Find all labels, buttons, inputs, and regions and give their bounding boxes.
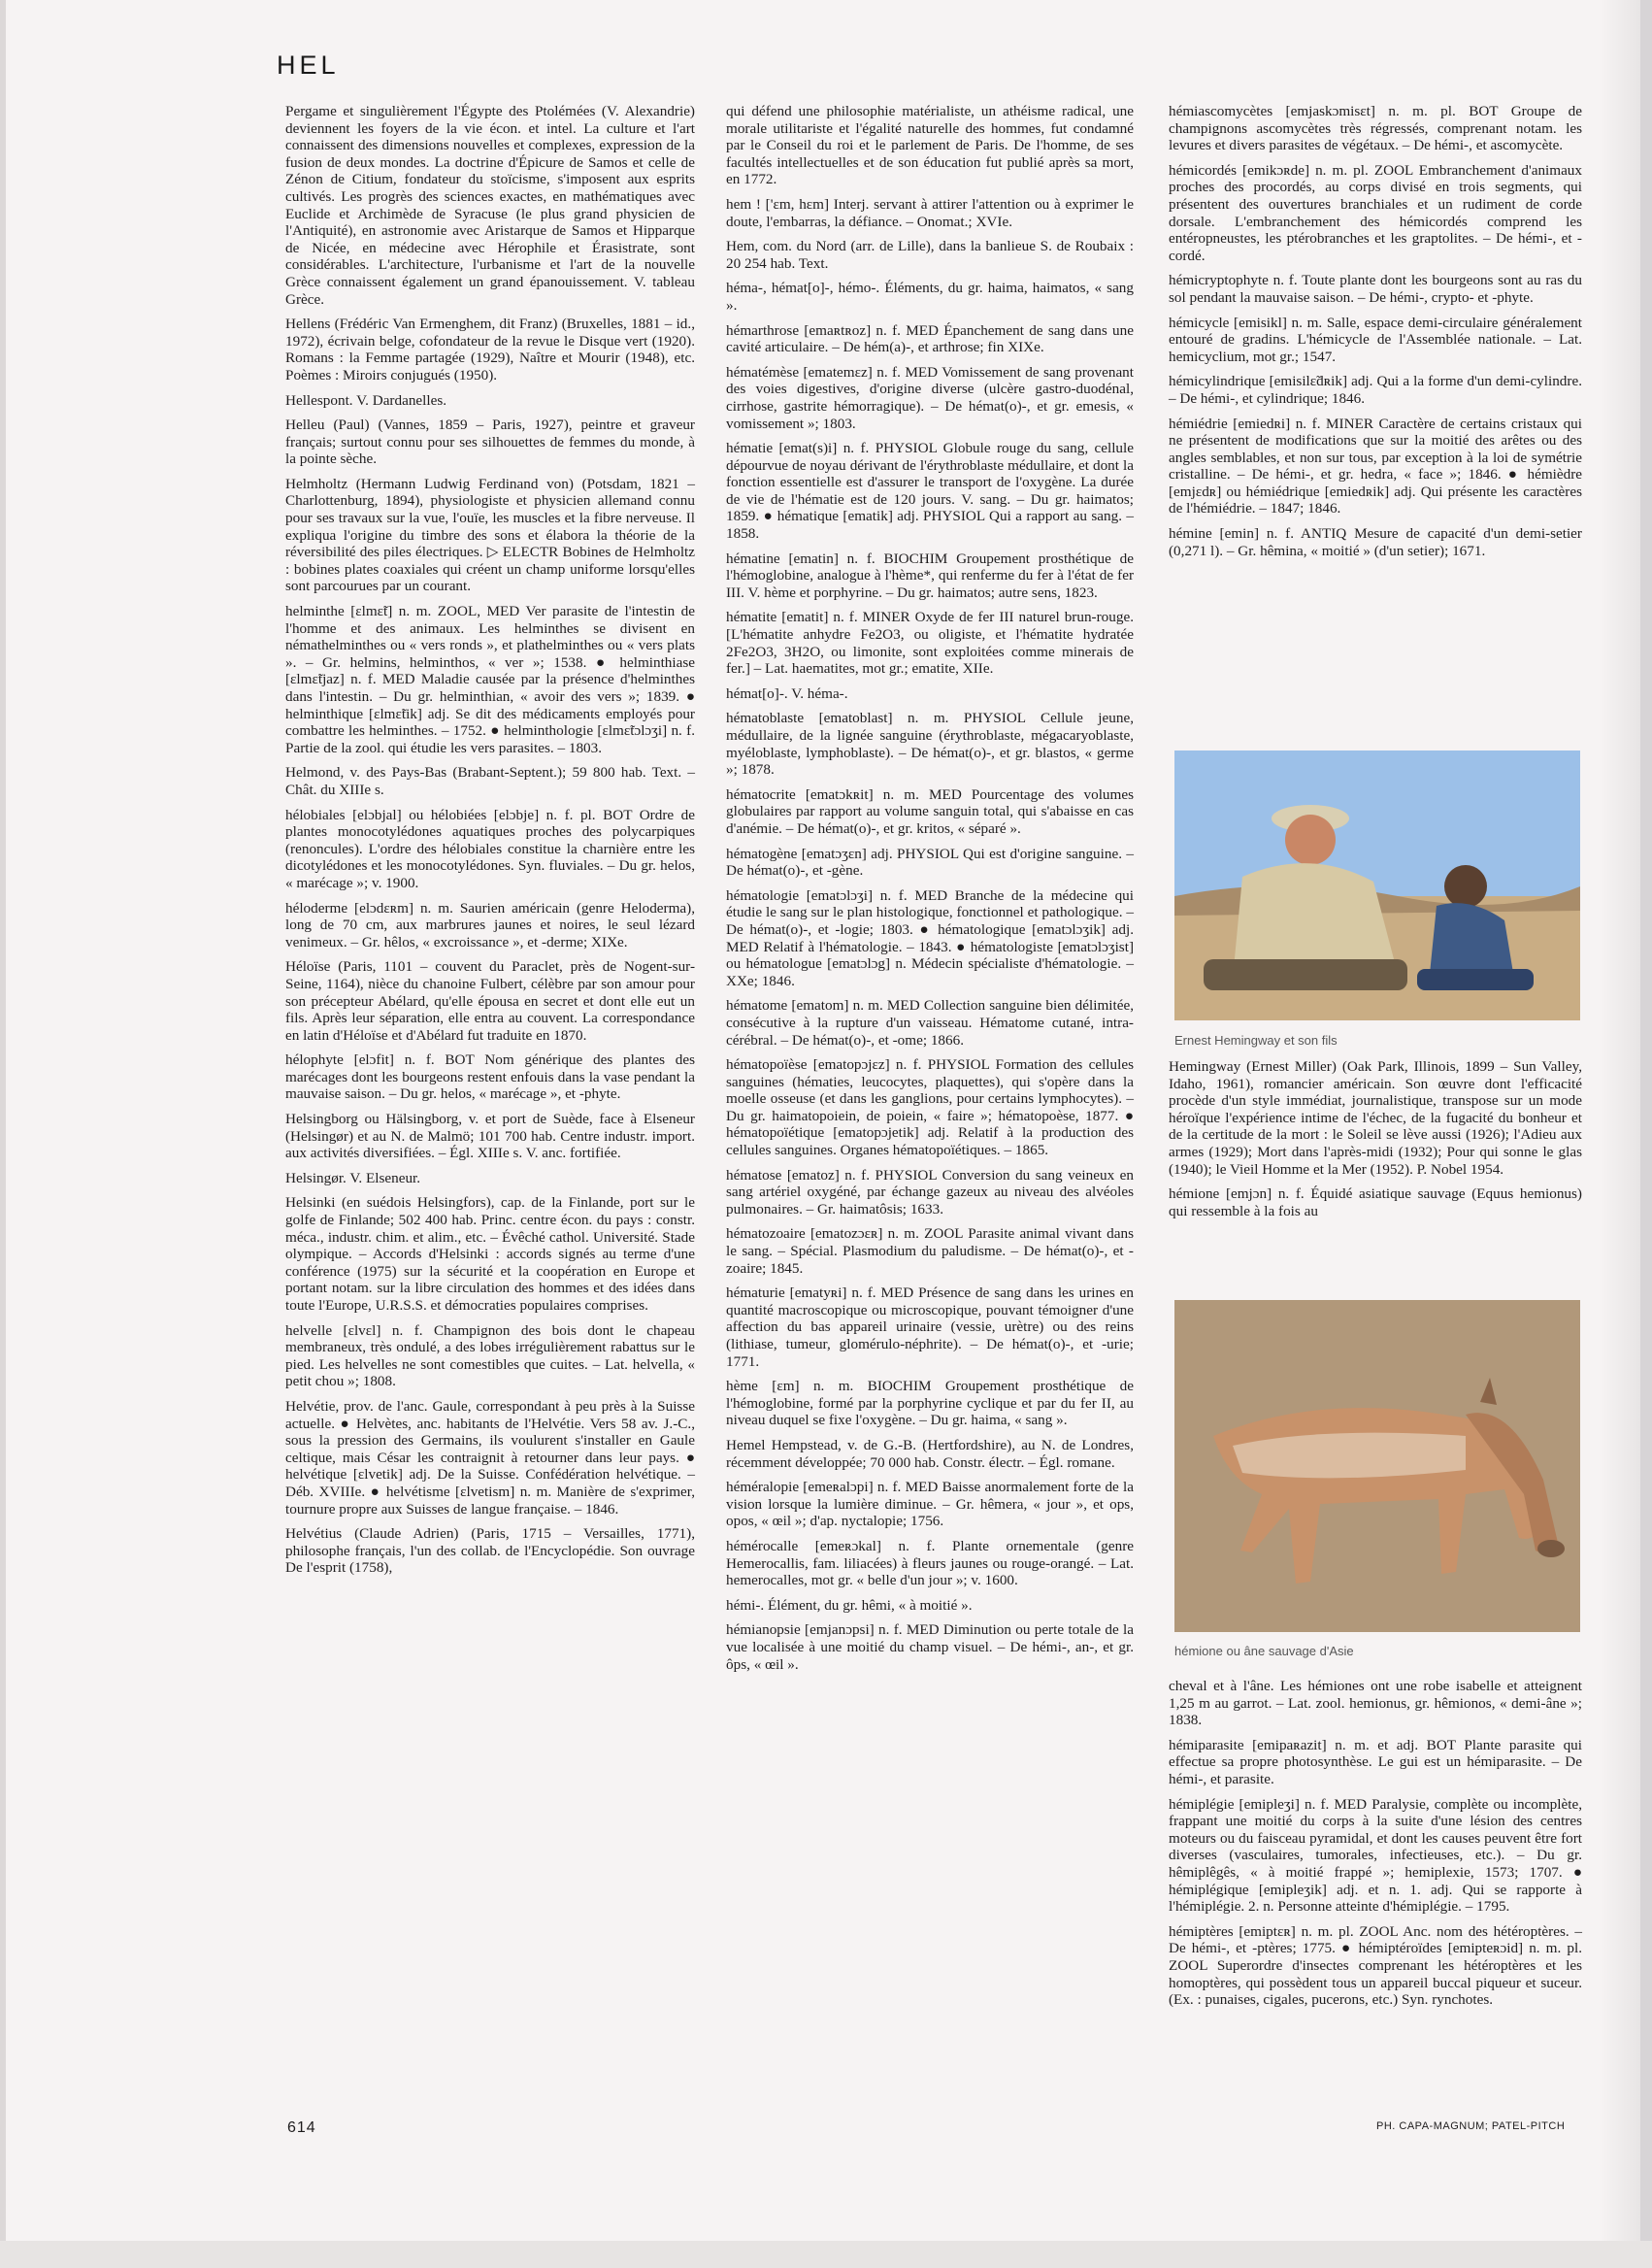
entry: héma-, hémat[o]-, hémo-. Éléments, du gr. haima, haimatos, « sang ». bbox=[726, 280, 1134, 314]
page-edge-right bbox=[1640, 0, 1652, 2268]
column-3-bottom bbox=[1169, 1678, 1582, 2017]
photo-credit: PH. CAPA-MAGNUM; PATEL-PITCH bbox=[1376, 2120, 1566, 2132]
entry: hémicycle [emisikl] n. m. Salle, espace demi-circulaire généralement entouré de gradins. L'hémicycle de l'Assemblée nationale. – Lat. hemicyclium, mot gr.; 1547. bbox=[1169, 314, 1582, 365]
entry: hémérocalle [emeʀɔkal] n. f. Plante ornementale (genre Hemerocallis, fam. liliacées) à fleurs jaunes ou rouge-orangé. – Lat. hemerocalles, mot gr. « belle d'un jour »; v. 1600. bbox=[726, 1537, 1134, 1589]
entry: hémat[o]-. V. héma-. bbox=[726, 684, 848, 702]
entry: hématite [ematit] n. f. MINER Oxyde de fer III naturel brun-rouge. [L'hématite anhydre Fe2O3, ou oligiste, et l'hématite hydratée 2Fe2O3, 3H2O, ou limonite, sont exploitées comme minerais de fer.] – Lat. haematites, mot gr.; ematite, XIIe. bbox=[726, 609, 1134, 678]
entry: Helmond, v. des Pays-Bas (Brabant-Septent.); 59 800 hab. Text. – Chât. du XIIIe s. bbox=[285, 764, 695, 798]
entry: Helvétius (Claude Adrien) (Paris, 1715 – Versailles, 1771), philosophe français, l'un des collab. de l'Encyclopédie. Son ouvrage De l'esprit (1758), bbox=[285, 1525, 695, 1577]
entry: hématogène [ematɔʒɛn] adj. PHYSIOL Qui est d'origine sanguine. – De hémat(o)-, et -gène. bbox=[726, 845, 1134, 880]
entry: hématozoaire [ematozɔɛʀ] n. m. ZOOL Parasite animal vivant dans le sang. – Spécial. Plasmodium du paludisme. – De hémat(o)-, et -zoaire; 1845. bbox=[726, 1225, 1134, 1277]
entry: hématoblaste [ematoblast] n. m. PHYSIOL Cellule jeune, médullaire, de la lignée sanguine (érythroblaste, mégacaryoblaste, myéloblaste, lymphoblaste). – De hémat(o)-, et gr. blastos, « germe »; 1878. bbox=[726, 710, 1134, 779]
entry: cheval et à l'âne. Les hémiones ont une robe isabelle et atteignent 1,25 m au garrot. – Lat. zool. hemionus, gr. hêmionos, « demi-âne »; 1838. bbox=[1169, 1678, 1582, 1729]
entry: helminthe [ɛlmɛ̃t] n. m. ZOOL, MED Ver parasite de l'intestin de l'homme et des animaux. Les helminthes se divisent en némathelminthes ou « vers ronds », et plathelminthes ou « vers plats ». – Gr. helmins, helminthos, « ver »; 1538. ● helminthiase [ɛlmɛ̃tjaz] n. f. MED Maladie causée par la présence d'helminthes dans l'intestin. – Du gr. helminthian, « avoir des vers »; 1839. ● helminthique [ɛlmɛ̃tik] adj. Se dit des médicaments employés pour combattre les helminthes. – 1752. ● helminthologie [ɛlmɛ̃tɔlɔʒi] n. f. Partie de la zool. qui étudie les vers parasites. – 1803. bbox=[285, 603, 695, 756]
entry: Hem, com. du Nord (arr. de Lille), dans la banlieue S. de Roubaix : 20 254 hab. Text. bbox=[726, 238, 1134, 272]
entry: hémiédrie [emiedʀi] n. f. MINER Caractère de certains cristaux qui ne présentent de modifications que sur la moitié des arêtes ou des angles semblables, et non sur tous, par exception à la loi de symétrie cristalline. – De hémi-, et gr. hedra, « face »; 1846. ● hémièdre [emjɛdʀ] ou hémiédrique [emiedʀik] adj. Qui présente les caractères de l'hémiédrie. – 1847; 1846. bbox=[1169, 415, 1582, 517]
hemingway-photo bbox=[1174, 750, 1580, 1020]
column-2 bbox=[726, 103, 1134, 1681]
hemione-photo-illustration bbox=[1174, 1300, 1580, 1632]
photo-caption: Ernest Hemingway et son fils bbox=[1174, 1033, 1338, 1048]
entry: qui défend une philosophie matérialiste, un athéisme radical, une morale utilitariste et l'égalité naturelle des hommes, fut condamné par le Conseil du roi et le parlement de Paris. De l'homme, de ses facultés intellectuelles et de son éducation fut publié après sa mort, en 1772. bbox=[726, 103, 1134, 188]
entry: Helsingborg ou Hälsingborg, v. et port de Suède, face à Elseneur (Helsingør) et au N. de Malmö; 101 700 hab. Centre industr. import. aux activités diversifiées. – Égl. XIIIe s. V. anc. fortifiée. bbox=[285, 1111, 695, 1162]
entry: hématopoïèse [ematopɔjɛz] n. f. PHYSIOL Formation des cellules sanguines (hématies, leucocytes, plaquettes), qui s'opère dans la moelle osseuse (et dans les ganglions, pour certains lymphocytes). – Du gr. haimatopoiein, de poiein, « faire »; hématopoèse, 1877. ● hématopoïétique [ematopɔjetik] adj. Relatif à la production des cellules sanguines. Organes hématopoïétiques. – 1865. bbox=[726, 1056, 1134, 1159]
page-shadow bbox=[1600, 0, 1640, 2268]
entry: hémiptères [emiptɛʀ] n. m. pl. ZOOL Anc. nom des hétéroptères. – De hémi-, et -ptères; 1775. ● hémiptéroïdes [emipteʀɔid] n. m. pl. ZOOL Superordre d'insectes comprenant les hétéroptères et les homoptères, qui possèdent tous un appareil buccal piqueur et suceur. (Ex. : punaises, cigales, pucerons, etc.) Syn. rynchotes. bbox=[1169, 1922, 1582, 2009]
entry: hématurie [ematyʀi] n. f. MED Présence de sang dans les urines en quantité macroscopique ou microscopique, pouvant témoigner d'une affection du bas appareil urinaire (vessie, urètre) ou des reins (lithiase, tumeur, glomérulo-néphrite). – De hémat(o)-, et -urie; 1771. bbox=[726, 1284, 1134, 1370]
entry: hématose [ematoz] n. f. PHYSIOL Conversion du sang veineux en sang artériel oxygéné, par échange gazeux au niveau des alvéoles pulmonaires. – Gr. haimatôsis; 1633. bbox=[726, 1166, 1134, 1217]
entry: hématémèse [ematemɛz] n. f. MED Vomissement de sang provenant des voies digestives, d'origine diverse (ulcère gastro-duodénal, cirrhose, gastrite hémorragique). – De hémat(o)-, et gr. emesis, « vomissement »; 1803. bbox=[726, 363, 1134, 432]
entry: hélophyte [elɔfit] n. f. BOT Nom générique des plantes des marécages dont les bourgeons restent enfouis dans la vase pendant la mauvaise saison. – Du gr. helos, « marécage », et -phyte. bbox=[285, 1051, 695, 1103]
entry: hémicordés [emikɔʀde] n. m. pl. ZOOL Embranchement d'animaux proches des procordés, au corps divisé en trois segments, qui présentent des ouvertures branchiales et un rudiment de corde dorsale. L'embranchement des hémicordés comprend les entéropneustes, les ptérobranches et les graptolites. – De hémi-, et -cordé. bbox=[1169, 161, 1582, 264]
entry: Helmholtz (Hermann Ludwig Ferdinand von) (Potsdam, 1821 – Charlottenburg, 1894), physiologiste et physicien allemand connu pour ses travaux sur la vue, l'ouïe, les muscles et la fibre nerveuse. Il expliqua l'origine du timbre des sons et élabora la théorie de la réversibilité des piles électriques. ▷ ELECTR Bobines de Helmholtz : bobines plates coaxiales qui créent un champ uniforme lorsqu'elles sont parcourues par un courant. bbox=[285, 475, 695, 595]
entry: hématine [ematin] n. f. BIOCHIM Groupement prosthétique de l'hémoglobine, analogue à l'hème*, qui renferme du fer à l'état de fer III. V. hème et porphyrine. – Du gr. haimatos; autre sens, 1823. bbox=[726, 550, 1134, 601]
entry: Helsinki (en suédois Helsingfors), cap. de la Finlande, port sur le golfe de Finlande; 502 400 hab. Princ. centre écon. du pays : constr. méca., industr. chim. et alim., etc. – Évêché cathol. Université. Stade olympique. – Accords d'Helsinki : accords signés au terme d'une conférence (1975) sur la sécurité et la coopération en Europe et portant notam. sur la libre circulation des hommes et des idées dans toute l'Europe, U.R.S.S. et démocraties populaires comprises. bbox=[285, 1194, 695, 1314]
entry: hème [ɛm] n. m. BIOCHIM Groupement prosthétique de l'hémoglobine, formé par la porphyrine cyclique et par du fer II, au niveau duquel se fixe l'oxygène. – Du gr. haima, « sang ». bbox=[726, 1378, 1134, 1429]
entry: hémi-. Élément, du gr. hêmi, « à moitié ». bbox=[726, 1596, 973, 1614]
entry: hémione [emjɔn] n. f. Équidé asiatique sauvage (Equus hemionus) qui ressemble à la fois au bbox=[1169, 1185, 1582, 1219]
entry: hémianopsie [emjanɔpsi] n. f. MED Diminution ou perte totale de la vue localisée à une moitié du champ visuel. – De hémi-, an-, et gr. ôps, « œil ». bbox=[726, 1621, 1134, 1673]
entry: Helleu (Paul) (Vannes, 1859 – Paris, 1927), peintre et graveur français; surtout connu pour ses silhouettes de femmes du monde, à la pointe sèche. bbox=[285, 417, 695, 468]
entry: Helsingør. V. Elseneur. bbox=[285, 1169, 421, 1186]
entry: hématie [emat(s)i] n. f. PHYSIOL Globule rouge du sang, cellule dépourvue de noyau dérivant de l'érythroblaste médullaire, et dont la fonction essentielle est d'assurer le transport de l'oxygène. La durée de vie de l'hématie est de 120 jours. V. sang. – Du gr. haimatos; 1859. ● hématique [ematik] adj. PHYSIOL Qui a rapport au sang. – 1858. bbox=[726, 440, 1134, 543]
entry: hémiplégie [emipleʒi] n. f. MED Paralysie, complète ou incomplète, frappant une moitié du corps à la suite d'une lésion des centres moteurs ou du faisceau pyramidal, et dont les causes peuvent être fort diverses (vasculaires, tumorales, infectieuses, etc.). – Du gr. hêmiplêgês, « à moitié frappé »; hemiplexie, 1573; 1707. ● hémiplégique [emipleʒik] adj. et n. 1. adj. Qui se rapporte à l'hémiplégie. 2. n. Personne atteinte d'hémiplégie. – 1795. bbox=[1169, 1795, 1582, 1916]
entry: helvelle [ɛlvɛl] n. f. Champignon des bois dont le chapeau membraneux, très ondulé, a des lobes irrégulièrement rabattus sur le pied. Les helvelles ne sont comestibles que cuites. – Lat. helvella, « petit chou »; 1808. bbox=[285, 1321, 695, 1390]
photo-caption: hémione ou âne sauvage d'Asie bbox=[1174, 1644, 1354, 1658]
entry: hémicryptophyte n. f. Toute plante dont les bourgeons sont au ras du sol pendant la mauvaise saison. – De hémi-, crypto- et -phyte. bbox=[1169, 272, 1582, 306]
column-1 bbox=[285, 103, 695, 1584]
entry: hélobiales [elɔbjal] ou hélobiées [elɔbje] n. f. pl. BOT Ordre de plantes monocotylédones aquatiques proches des polycarpiques (renoncules). L'ordre des hélobiales constitue la charnière entre les dicotylédones et les monocotylédones. Syn. fluviales. – Du gr. helos, « marécage »; v. 1900. bbox=[285, 806, 695, 891]
entry: Hemel Hempstead, v. de G.-B. (Hertfordshire), au N. de Londres, récemment développée; 70 000 hab. Constr. électr. – Égl. romane. bbox=[726, 1436, 1134, 1471]
entry: Hellens (Frédéric Van Ermenghem, dit Franz) (Bruxelles, 1881 – id., 1972), écrivain belge, cofondateur de la revue le Disque vert (1920). Romans : la Femme partagée (1929), Naître et Mourir (1948), etc. Poèmes : Miroirs conjugués (1950). bbox=[285, 316, 695, 384]
entry: hémine [emin] n. f. ANTIQ Mesure de capacité d'un demi-setier (0,271 l). – Gr. hêmina, « moitié » (d'un setier); 1671. bbox=[1169, 525, 1582, 559]
hemingway-photo-illustration bbox=[1174, 750, 1580, 1020]
entry: hem ! ['ɛm, hɛm] Interj. servant à attirer l'attention ou à exprimer le doute, l'embarras, la défiance. – Onomat.; XVIe. bbox=[726, 195, 1134, 230]
column-3-middle bbox=[1169, 1058, 1582, 1227]
entry: hémiascomycètes [emjaskɔmisɛt] n. m. pl. BOT Groupe de champignons ascomycètes très régressés, comprenant notam. les levures et divers parasites de végétaux. – De hémi-, et ascomycète. bbox=[1169, 103, 1582, 154]
page-edge-bottom bbox=[0, 2241, 1652, 2268]
entry: Hemingway (Ernest Miller) (Oak Park, Illinois, 1899 – Sun Valley, Idaho, 1961), romancier américain. Son œuvre dont l'efficacité procède d'un style immédiat, journalistique, transpose sur un mode héroïque l'expérience intime de l'échec, de la fugacité du bonheur et de la certitude de la mort : le Soleil se lève aussi (1926); l'Adieu aux armes (1929); Mort dans l'après-midi (1932); Pour qui sonne le glas (1940); le Vieil Homme et la Mer (1952). P. Nobel 1954. bbox=[1169, 1058, 1582, 1178]
hemione-photo bbox=[1174, 1300, 1580, 1632]
entry: Helvétie, prov. de l'anc. Gaule, correspondant à peu près à la Suisse actuelle. ● Helvètes, anc. habitants de l'Helvétie. Vers 58 av. J.-C., sous la pression des Germains, ils voulurent s'installer en Gaule celtique, mais César les contraignit à retourner dans leur pays. ● helvétique [ɛlvetik] adj. De la Suisse. Confédération helvétique. – Déb. XVIIIe. ● helvétisme [ɛlvetism] n. m. Manière de s'exprimer, tournure propre aux Suisses de langue française. – 1846. bbox=[285, 1397, 695, 1518]
entry: Pergame et singulièrement l'Égypte des Ptolémées (V. Alexandrie) deviennent les foyers de la vie écon. et intel. La culture et l'art connaissent des dimensions nouvelles et complexes, expression de la fusion de deux mondes. La doctrine d'Épicure de Samos et celle de Zénon de Citium, fondateur du stoïcisme, s'imposent aux esprits cultivés. Les progrès des sciences exactes, en mathématiques avec Euclide et Archimède de Syracuse (le plus grand physicien de l'Antiquité), en astronomie avec Aristarque de Samos et Hipparque de Nicée, en médecine avec Hérophile et Érasistrate, sont considérables. L'architecture, l'urbanisme et l'art de la nouvelle Grèce connaissent également un grand épanouissement. V. tableau Grèce. bbox=[285, 103, 695, 308]
entry: hématologie [ematɔlɔʒi] n. f. MED Branche de la médecine qui étudie le sang sur le plan histologique, fonctionnel et pathologique. – De hémat(o)-, et -logie; 1803. ● hématologique [ematɔlɔʒik] adj. MED Relatif à l'hématologie. – 1843. ● hématologiste [ematɔlɔʒist] ou hématologue [ematɔlɔg] n. Médecin spécialiste d'hématologie. – XXe; 1846. bbox=[726, 886, 1134, 989]
entry: héméralopie [emeʀalɔpi] n. f. MED Baisse anormalement forte de la vision lorsque la lumière diminue. – Gr. hêmera, « jour », et ops, opos, « œil »; d'ap. nyctalopie; 1756. bbox=[726, 1479, 1134, 1530]
column-3 bbox=[1169, 103, 1582, 567]
entry: héloderme [elɔdɛʀm] n. m. Saurien américain (genre Heloderma), long de 70 cm, aux marbrures jaunes et noires, le seul lézard venimeux. – Gr. hêlos, « excroissance », et -derme; XIXe. bbox=[285, 899, 695, 951]
page-edge-left bbox=[0, 0, 6, 2268]
entry: Héloïse (Paris, 1101 – couvent du Paraclet, près de Nogent-sur-Seine, 1164), nièce du chanoine Fulbert, célèbre par son amour pour son précepteur Abélard, qu'elle épousa en secret et dont elle eut un fils. Après leur séparation, elle entra au couvent. La correspondance en latin d'Héloïse et d'Abélard fut traduite en 1870. bbox=[285, 958, 695, 1044]
entry: hémarthrose [emaʀtʀoz] n. f. MED Épanchement de sang dans une cavité articulaire. – De hém(a)-, et arthrose; fin XIXe. bbox=[726, 321, 1134, 356]
entry: Hellespont. V. Dardanelles. bbox=[285, 391, 447, 409]
entry: hémicylindrique [emisilɛ̃dʀik] adj. Qui a la forme d'un demi-cylindre. – De hémi-, et cylindrique; 1846. bbox=[1169, 373, 1582, 407]
entry: hématome [ematom] n. m. MED Collection sanguine bien délimitée, consécutive à la rupture d'un vaisseau. Hématome cutané, intra-cérébral. – De hémat(o)-, et -ome; 1866. bbox=[726, 997, 1134, 1049]
entry: hématocrite [ematɔkʀit] n. m. MED Pourcentage des volumes globulaires par rapport au volume sanguin total, qui s'abaisse en cas d'anémie. – De hémat(o)-, et gr. kritos, « séparé ». bbox=[726, 785, 1134, 837]
page-number: 614 bbox=[287, 2119, 316, 2136]
running-head: HEL bbox=[277, 50, 340, 80]
entry: hémiparasite [emipaʀazit] n. m. et adj. BOT Plante parasite qui effectue sa propre photosynthèse. Le gui est un hémiparasite. – De hémi-, et parasite. bbox=[1169, 1736, 1582, 1787]
